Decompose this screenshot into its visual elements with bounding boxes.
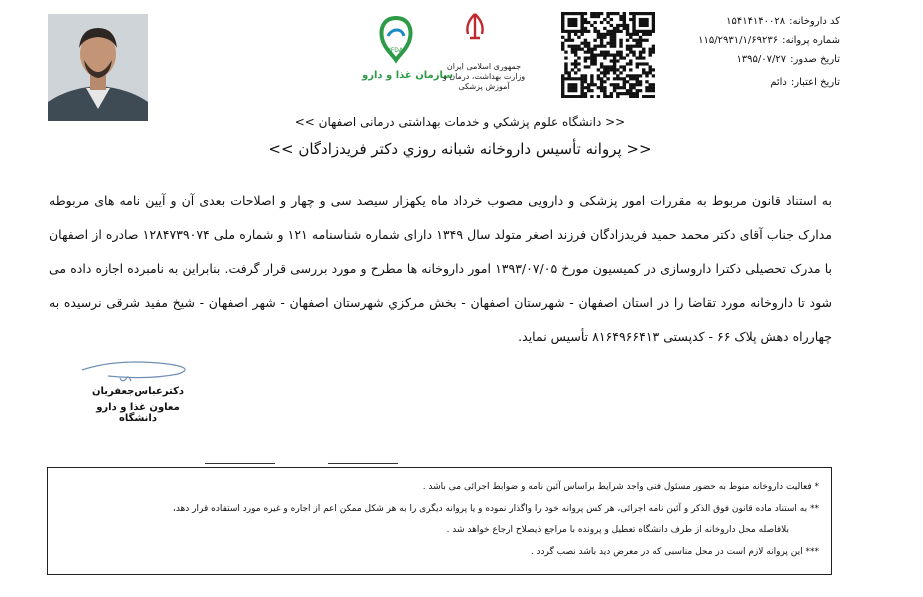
signatory-title: معاون غذا و دارو دانشگاه (96, 402, 180, 424)
qr-code (561, 12, 655, 98)
license-title: << پروانه تأسیس داروخانه شبانه روزي دکتر فریدزادگان >> (268, 140, 652, 158)
signature-scribble-icon (78, 356, 198, 386)
validity-row (680, 73, 840, 92)
issue-date-row (680, 50, 840, 69)
validity-label: تاریخ اعتبار: (790, 77, 840, 88)
note-item: بلافاصله محل داروخانه از طرف دانشگاه تعطیل و پرونده با مراجع ذیصلاح ارجاع خواهد شد . (446, 525, 789, 535)
fda-label: سازمان غذا و دارو (362, 70, 454, 81)
signature-block (78, 356, 208, 426)
svg-text:IFDA: IFDA (389, 47, 403, 54)
ministry-emblem-icon (462, 12, 488, 42)
license-number-value: ۱۱۵/۲۹۳۱/۱/۶۹۲۳۶ (698, 35, 779, 46)
university-heading: << دانشگاه علوم پزشكي و خدمات بهداشتی درمانی اصفهان >> (294, 115, 626, 129)
license-body-paragraph: به استناد قانون مربوط به مقررات امور پزشکی و دارویی مصوب خرداد ماه یکهزار سیصد سی و چهار و اصلاحات بعدی آن و آیین نامه های مربوطه مدارک جناب آقای دکتر محمد حمید فریدزادگان فرزند اصغر متولد سال ۱۳۴۹ دارای شماره شناسنامه ۱۲۱ و شماره ملی ۱۲۸۴۷۳۹۰۷۴ صادره از اصفهان با مدرک تحصیلی دکترا داروسازی در کمیسیون مورخ ۱۳۹۳/۰۷/۰۵ امور داروخانه ها مطرح و مورد بررسی قرار گرفت. بنابراین به نامبرده اجازه داده می شود تا داروخانه مورد تقاضا را در استان اصفهان - شهرستان اصفهان - بخش مرکزي شهرستان اصفهان - شهر اصفهان - شیخ مفید شرقی نرسیده به چهارراه دهش پلاک ۶۶ - کدپستی ۸۱۶۴۹۶۶۴۱۳ تأسیس نماید. (49, 193, 833, 344)
qr-code-icon (561, 12, 655, 98)
divider-line (328, 463, 398, 464)
fda-logo-icon (376, 14, 416, 66)
note-item: * فعالیت داروخانه منوط به حضور مسئول فنی واجد شرایط براساس آئین نامه و ضوابط اجرائی می باشد . (422, 482, 819, 492)
notes-box (47, 467, 832, 575)
issue-date-value: ۱۳۹۵/۰۷/۲۷ (736, 54, 787, 65)
pharmacy-code-label: کد داروخانه: (789, 16, 840, 27)
license-number-row (680, 31, 840, 50)
pharmacy-code-value: ۱۵۴۱۴۱۴۰۰۲۸ (726, 16, 786, 27)
validity-value: دائم (770, 77, 787, 88)
signatory-name: دکترعباس‌جعفریان (91, 386, 185, 397)
pharmacy-code-row (680, 12, 840, 31)
logos-block (362, 12, 532, 96)
license-number-label: شماره پروانه: (782, 35, 840, 46)
note-item: *** این پروانه لازم است در محل مناسبی که در معرض دید باشد نصب گردد . (530, 546, 819, 557)
licensee-photo (48, 14, 148, 121)
ministry-label: جمهوری اسلامی ایران وزارت بهداشت، درمان و آموزش پزشکی (442, 62, 526, 91)
note-item: ** به استناد ماده قانون فوق الذکر و آئین نامه اجرائی، هر کس پروانه خود را واگذار نموده و یا پروانه دیگری را به هر شکل ممکن اعم از اجاره و غیره مورد استفاده قرار دهد، (172, 503, 819, 514)
license-meta (680, 12, 840, 92)
issue-date-label: تاریخ صدور: (790, 54, 840, 65)
divider-line (205, 463, 275, 464)
